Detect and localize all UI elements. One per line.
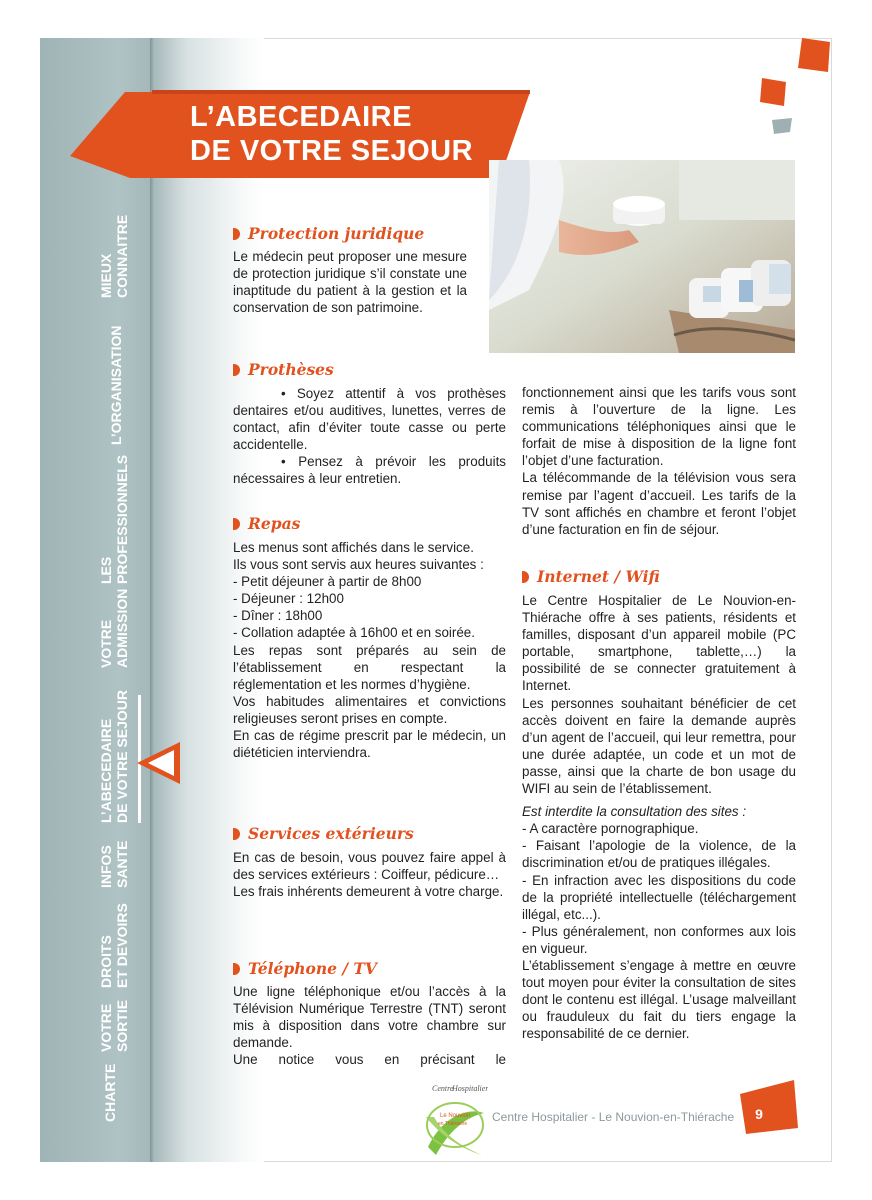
logo-text: Le Nouvion: [440, 1113, 471, 1119]
telephone-continued: [522, 384, 796, 538]
section-title-protection: Protection juridique: [233, 225, 424, 243]
internet-paragraph: Les personnes souhaitant bénéficier de cet accès doivent en faire la demande auprès d’un agent de l’accueil, qui leur remettra, pour une durée adaptée, un code et un mot de passe, ainsi que la charte de bon usage du WIFI au sein de l’établissement.: [522, 695, 796, 797]
nav-label: INFOS: [98, 845, 114, 888]
nav-label: VOTRE: [98, 619, 114, 668]
active-tab-arrow-icon: [134, 740, 184, 791]
internet-item: - A caractère pornographique.: [522, 821, 699, 837]
telephone-paragraph: Une ligne téléphonique et/ou l’accès à la Télévision Numérique Terrestre (TNT) seront mis à disposition dans votre chambre sur demande.: [233, 984, 506, 1051]
internet-item: - Faisant l’apologie de la violence, de la discrimination et/ou de pratiques illégales.: [522, 838, 796, 871]
internet-text: [522, 592, 796, 1042]
repas-line: Les menus sont affichés dans le service.: [233, 540, 474, 555]
section-title-repas: Repas: [233, 515, 300, 533]
section-title-services: Services extérieurs: [233, 825, 414, 843]
nav-label: L’ORGANISATION: [108, 325, 124, 445]
nav-admission[interactable]: [98, 589, 130, 668]
section-title-protheses: Prothèses: [233, 361, 334, 379]
nav-label: SANTE: [114, 840, 130, 888]
nav-label: DE VOTRE SEJOUR: [114, 689, 130, 823]
section-title-telephone: Téléphone / TV: [233, 960, 377, 978]
page-number: 9: [755, 1106, 763, 1122]
telephone-text: [233, 983, 506, 1068]
repas-line: Ils vous sont servis aux heures suivantes :: [233, 557, 484, 573]
page-title: [190, 100, 473, 168]
repas-paragraph: Vos habitudes alimentaires et convictions religieuses seront prises en compte.: [233, 693, 506, 726]
nav-label: SORTIE: [114, 999, 130, 1052]
internet-item: - Plus généralement, non conformes aux lois en vigueur.: [522, 923, 796, 956]
repas-line: - Petit déjeuner à partir de 8h00: [233, 574, 422, 590]
internet-interdit: Est interdite la consultation des sites :: [522, 804, 747, 820]
internet-paragraph: L’établissement s’engage à mettre en œuvre tout moyen pour éviter la consultation de sites dont le contenu est illégal. L’usage malveillant ou frauduleux du fait du tiers engage la responsabilité de ce dernier.: [522, 957, 796, 1042]
repas-paragraph: En cas de régime prescrit par le médecin, un diététicien interviendra.: [233, 728, 506, 761]
repas-line: - Collation adaptée à 16h00 et en soirée.: [233, 625, 475, 641]
services-paragraph: Les frais inhérents demeurent à votre charge.: [233, 884, 504, 900]
telephone-paragraph: fonctionnement ainsi que les tarifs vous sont remis à l’ouverture de la ligne. Les communications téléphoniques ainsi que le forfait de mise à disposition de la ligne font l’objet d’une facturation.: [522, 385, 796, 469]
protection-text: Le médecin peut proposer une mesure de protection juridique s’il constate une inaptitude du patient à la gestion et la conservation de son patrimoine.: [233, 249, 467, 316]
logo-text: Centre: [432, 1084, 454, 1093]
nav-professionnels[interactable]: [98, 455, 130, 584]
hero-photo: [489, 160, 795, 353]
title-line: DE VOTRE SEJOUR: [190, 135, 474, 167]
telephone-paragraph: La télécommande de la télévision vous sera remise par l’agent d’accueil. Les tarifs de la TV sont affichés en chambre et feront l’objet d’une facturation en fin de séjour.: [522, 470, 796, 537]
logo-text: en Thiérache: [438, 1121, 468, 1127]
repas-text: [233, 539, 506, 761]
nav-label: PROFESSIONNELS: [114, 454, 130, 584]
internet-item: - En infraction avec les dispositions du code de la propriété intellectuelle (téléchargement illégal, etc...).: [522, 872, 796, 922]
protheses-text: [233, 385, 506, 488]
nav-infos-sante[interactable]: [98, 841, 130, 888]
protheses-bullet: • Pensez à prévoir les produits nécessaires à leur entretien.: [233, 454, 506, 487]
nav-abecedaire[interactable]: [98, 690, 130, 823]
nav-label: CONNAITRE: [114, 214, 130, 298]
nav-label: LES: [98, 556, 114, 584]
nav-label: ADMISSION: [114, 588, 130, 668]
nav-label: VOTRE: [98, 1003, 114, 1052]
telephone-paragraph: Une notice vous en précisant le: [233, 1052, 506, 1068]
sidebar: [40, 38, 154, 1162]
protheses-bullet: • Soyez attentif à vos prothèses dentaires et/ou auditives, lunettes, verres de contact, afin d’éviter toute casse ou perte accidentelle.: [233, 386, 506, 453]
services-text: [233, 849, 506, 900]
repas-line: - Dîner : 18h00: [233, 608, 323, 624]
footer-text: Centre Hospitalier - Le Nouvion-en-Thiérache: [492, 1110, 735, 1124]
nav-label: CHARTE: [102, 1063, 118, 1122]
repas-line: - Déjeuner : 12h00: [233, 591, 344, 607]
title-line: L’ABECEDAIRE: [190, 101, 412, 133]
logo-text: Hospitalier: [452, 1084, 488, 1093]
internet-paragraph: Le Centre Hospitalier de Le Nouvion-en-Thiérache offre à ses patients, résidents et familles, disposant d’un appareil mobile (PC portable, smartphone, tablette,…) la possibilité de se connecter gratuitement à Internet.: [522, 593, 796, 694]
nav-droits-devoirs[interactable]: [98, 903, 130, 988]
decorative-squares: [750, 36, 832, 141]
nav-organisation[interactable]: [108, 325, 124, 445]
nav-mieux-connaitre[interactable]: [98, 215, 130, 298]
nav-label: DROITS: [98, 935, 114, 988]
nav-label: MIEUX: [98, 253, 114, 298]
nav-label: L’ABECEDAIRE: [98, 718, 114, 823]
nav-charte[interactable]: [102, 1064, 118, 1122]
hospital-logo: [422, 1077, 488, 1164]
section-title-internet: Internet / Wifi: [522, 568, 660, 586]
repas-paragraph: Les repas sont préparés au sein de l’établissement en respectant la réglementation et les normes d’hygiène.: [233, 642, 506, 692]
nav-label: ET DEVOIRS: [114, 903, 130, 988]
nav-sortie[interactable]: [98, 1000, 130, 1052]
services-paragraph: En cas de besoin, vous pouvez faire appel à des services extérieurs : Coiffeur, pédicure…: [233, 850, 506, 883]
